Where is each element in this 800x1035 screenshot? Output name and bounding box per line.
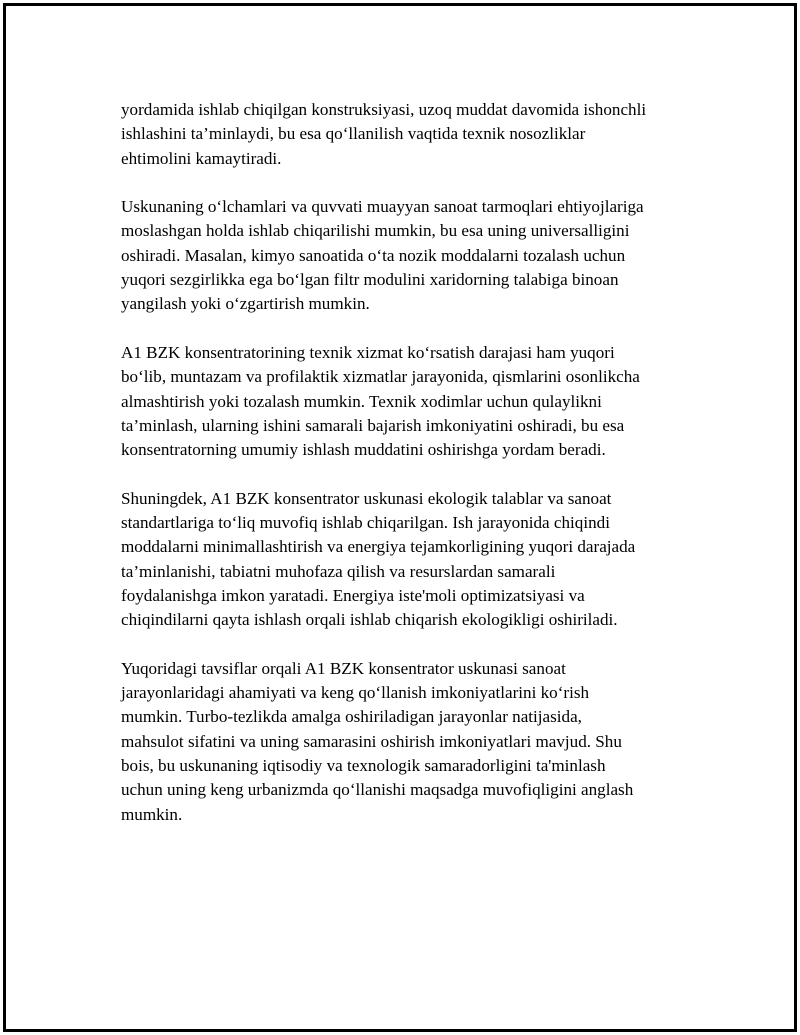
text-line: bois, bu uskunaning iqtisodiy va texnologik samaradorligini ta'minlash — [121, 756, 606, 776]
document-body — [121, 98, 711, 851]
text-line: bo‘lib, muntazam va profilaktik xizmatlar jarayonida, qismlarini osonlikcha — [121, 367, 640, 387]
text-line: uchun uning keng urbanizmda qo‘llanishi maqsadga muvofiqligini anglash — [121, 780, 634, 800]
text-line: konsentratorning umumiy ishlash muddatini oshirishga yordam beradi. — [121, 440, 606, 460]
paragraph-2 — [121, 195, 711, 316]
text-line: foydalanishga imkon yaratadi. Energiya iste'moli optimizatsiyasi va — [121, 585, 585, 605]
text-line: oshiradi. Masalan, kimyo sanoatida o‘ta nozik moddalarni tozalash uchun — [121, 245, 626, 265]
text-line: yuqori sezgirlikka ega bo‘lgan filtr modulini xaridorning talabiga binoan — [121, 270, 619, 290]
text-line: Yuqoridagi tavsiflar orqali A1 BZK konsentrator uskunasi sanoat — [121, 658, 566, 678]
text-line: mahsulot sifatini va uning samarasini oshirish imkoniyatlari mavjud. Shu — [121, 731, 622, 751]
text-line: ta’minlanishi, tabiatni muhofaza qilish va resurslardan samarali — [121, 561, 556, 581]
text-line: standartlariga to‘liq muvofiq ishlab chiqarilgan. Ish jarayonida chiqindi — [121, 513, 610, 533]
text-line: almashtirish yoki tozalash mumkin. Texnik xodimlar uchun qulaylikni — [121, 391, 602, 411]
text-line: ta’minlash, ularning ishini samarali bajarish imkoniyatini oshiradi, bu esa — [121, 415, 625, 435]
text-line: mumkin. — [121, 804, 183, 824]
paragraph-1 — [121, 98, 711, 171]
text-line: moslashgan holda ishlab chiqarilishi mumkin, bu esa uning universalligini — [121, 221, 630, 241]
text-line: moddalarni minimallashtirish va energiya tejamkorligining yuqori darajada — [121, 537, 636, 557]
paragraph-3 — [121, 341, 711, 462]
text-line: Shuningdek, A1 BZK konsentrator uskunasi ekologik talablar va sanoat — [121, 488, 612, 508]
text-line: yordamida ishlab chiqilgan konstruksiyasi, uzoq muddat davomida ishonchli — [121, 100, 647, 119]
text-line: Uskunaning o‘lchamlari va quvvati muayyan sanoat tarmoqlari ehtiyojlariga — [121, 197, 644, 217]
page-frame — [3, 3, 797, 1032]
text-line: ishlashini ta’minlaydi, bu esa qo‘llanilish vaqtida texnik nosozliklar — [121, 124, 586, 144]
text-line: jarayonlaridagi ahamiyati va keng qo‘llanish imkoniyatlarini ko‘rish — [121, 683, 590, 703]
paragraph-5 — [121, 657, 711, 827]
text-line: ehtimolini kamaytiradi. — [121, 148, 282, 168]
text-line: chiqindilarni qayta ishlash orqali ishlab chiqarish ekologikligi oshiriladi. — [121, 610, 618, 630]
paragraph-4 — [121, 487, 711, 633]
text-line: mumkin. Turbo-tezlikda amalga oshiriladigan jarayonlar natijasida, — [121, 707, 582, 727]
text-line: yangilash yoki o‘zgartirish mumkin. — [121, 294, 370, 314]
text-line: A1 BZK konsentratorining texnik xizmat ko‘rsatish darajasi ham yuqori — [121, 342, 615, 362]
